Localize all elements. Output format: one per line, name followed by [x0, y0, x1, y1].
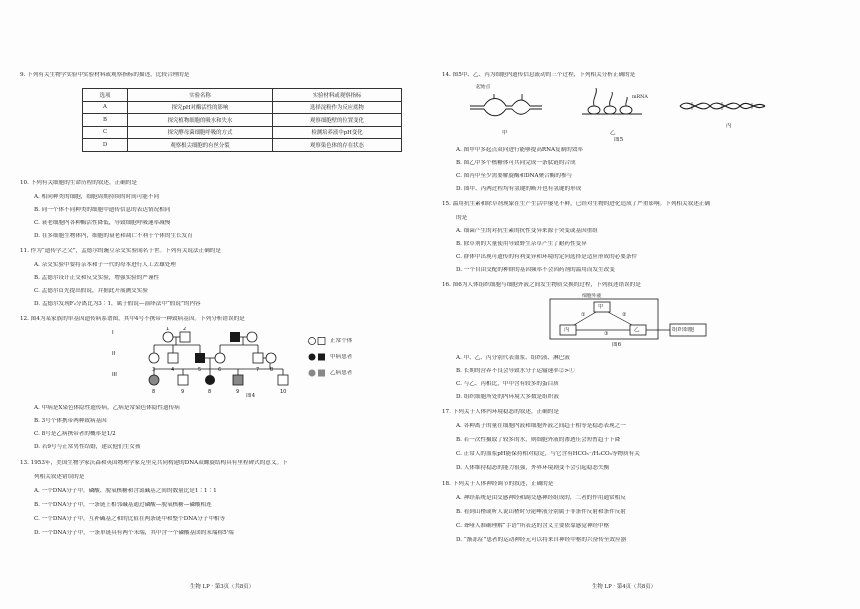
table-cell: A — [83, 101, 128, 114]
table-cell: B — [83, 114, 128, 127]
q10-option-d: D. 在多细胞生物体内，细胞的衰老和凋亡不利于个体的生长发育 — [34, 233, 193, 239]
mrna-label: mRNA — [632, 95, 648, 100]
origin-label: 起始点 — [476, 85, 491, 90]
q13-option-a: A. 一个DNA分子中，磷酸、脱氧核糖和含氮碱基之间的数量比是1∶1∶1 — [34, 488, 217, 494]
q15-option-c: C. 群体中出现可遗传的有利变异和环境的定向选择是适应形成的必要条件 — [456, 254, 638, 260]
q12-option-a: A. 甲病是X染色体隐性遗传病，乙病是常染色体隐性遗传病 — [34, 405, 180, 411]
legend-disease-b: 乙病患者 — [330, 370, 353, 376]
table-row — [83, 139, 402, 152]
svg-text:6: 6 — [218, 367, 222, 373]
figure-caption: 图6 — [612, 342, 622, 348]
q13-stem: 13. 1953年，美国生物学家沃森和英国物理学家克里克共同构建的DNA双螺旋结构具有里程碑式的意义。下 — [20, 460, 288, 466]
table-header: 实验名称 — [128, 89, 273, 102]
arrow-mark-2: ② — [622, 313, 627, 318]
arrow-mark-3: ③ — [604, 332, 609, 337]
q15-option-d: D. 一个自由交配的种群的基因频率不会因药剂的滥用而发生改变 — [456, 267, 615, 273]
q17-option-d: D. 人体维持稳态的能力很强，外界环境剧变不会引起稳态失衡 — [456, 465, 610, 471]
q18-option-c: C. 聋哑人准确理解“手语”所表达的含义主要依靠感觉神经中枢 — [456, 523, 610, 529]
svg-text:7: 7 — [256, 367, 260, 373]
panel-label-b: 乙 — [610, 130, 616, 136]
pedigree-gen-3: III — [112, 372, 117, 378]
svg-text:9: 9 — [181, 389, 185, 395]
table-cell: D — [83, 139, 128, 152]
q18-option-b: B. 看到山楂或听人说山楂时分泌唾液分别属于非条件反射和条件反射 — [456, 509, 626, 515]
gene-expression-figure — [470, 84, 770, 134]
q18-option-d: D. “渐冻症”患者的运动神经元可以将来自神经中枢的兴奋传至效应器 — [456, 537, 627, 543]
svg-text:4: 4 — [171, 367, 175, 373]
q18-stem: 18. 下列关于人体神经调节的叙述，正确的是 — [442, 481, 554, 487]
q16-option-a: A. 甲、乙、丙分别代表血浆、组织液、淋巴液 — [456, 355, 570, 361]
q9-table — [82, 88, 402, 152]
node-b: 乙 — [634, 327, 640, 333]
table-cell: C — [83, 126, 128, 139]
q11-option-d: D. 孟德尔发现F₂分离比为3∶1，属于假说—演绎法中“假说”的内容 — [34, 301, 201, 307]
dna-replication-diagram — [470, 94, 542, 116]
q12-stem: 12. 图4为某家族的单基因遗传病系谱图，其中4号不携带一种致病基因。下列分析错误的是 — [20, 316, 245, 322]
q17-option-a: A. 各种离子的量在细胞内液和细胞外液之间趋于相等是稳态表现之一 — [456, 423, 626, 429]
q16-option-c: C. 与乙、丙相比，甲中含有较多的蛋白质 — [456, 381, 559, 387]
q15-option-a: A. 细菌产生的对抗生素的抗性变异来源于突变或基因重组 — [456, 228, 598, 234]
page-footer: 生物 LP · 第4页（共8页） — [592, 584, 657, 590]
svg-text:8: 8 — [208, 389, 212, 395]
q13-option-c: C. 一个DNA分子中，互补碱基之和的比值在两条链中和整个DNA分子中相等 — [34, 516, 226, 522]
table-cell: 观察细胞壁的位置变化 — [273, 114, 402, 127]
q17-stem: 17. 下列关于人体内环境稳态的叙述，正确的是 — [442, 409, 559, 415]
q14-option-c: C. 图丙中至少需要解旋酶和DNA聚合酶的参与 — [456, 173, 573, 179]
q15-stem: 15. 滥用抗生素和除草剂现象在生产生活中屡见不鲜，已经对生物的进化造成了严重影响。下列相关叙述正确 — [442, 201, 710, 207]
table-row — [83, 114, 402, 127]
table-cell: 探究植物细胞的吸水和失水 — [128, 114, 273, 127]
svg-text:3: 3 — [152, 367, 156, 373]
table-cell: 观察染色体的存在状态 — [273, 139, 402, 152]
pedigree-gen-1: I — [112, 330, 114, 336]
arrow-mark-1: ① — [581, 313, 586, 318]
legend-normal: 正常个体 — [330, 338, 353, 344]
svg-text:10: 10 — [280, 389, 287, 395]
q16-option-b: B. 长期的营养不良会导致水分子运输速率②>① — [456, 368, 575, 374]
q11-option-a: A. 杂交实验中要将亲本和子一代的母本进行人工去雄处理 — [34, 262, 176, 268]
q10-option-c: C. 衰老细胞内各种酶活性降低，导致细胞呼吸速率减慢 — [34, 220, 171, 226]
svg-text:9: 9 — [236, 389, 240, 395]
q17-option-c: C. 正常人的血浆pH能保持相对稳定，与它含有HCO₃⁻/H₂CO₃等物质有关 — [456, 451, 640, 457]
q10-stem: 10. 下列有关细胞的生命历程的叙述，正确的是 — [20, 180, 137, 186]
q11-option-b: B. 孟德尔设计正交和反交实验，增强实验的严谨性 — [34, 275, 160, 281]
panel-label-a: 甲 — [502, 130, 508, 136]
node-tissue-cell: 组织细胞 — [672, 327, 695, 333]
q12-option-b: B. 3号个体携带两种致病基因 — [34, 418, 107, 424]
svg-text:2: 2 — [183, 327, 187, 332]
q14-option-d: D. 图甲、丙两过程均有氢键的断开也有氢键的形成 — [456, 186, 582, 192]
q17-option-b: B. 若一次性摄取了较多的水，则细胞外液的渗透压会短暂趋于下降 — [456, 437, 621, 443]
q11-stem: 11. 作为“遗传学之父”，孟德尔的豌豆杂交实验闻名于世。下列有关说法正确的是 — [20, 248, 221, 254]
q12-option-c: C. 8号是乙病携带者的概率是1/2 — [34, 431, 116, 437]
q14-option-b: B. 图乙中多个核糖体可共同完成一条肽链的合成 — [456, 160, 576, 166]
q13-option-d: D. 一个DNA分子中，一条单链具有两个末端，其中含一个磷酸基团的末端称5'端 — [34, 530, 234, 536]
node-a: 甲 — [598, 304, 604, 310]
table-row — [83, 126, 402, 139]
translation-diagram — [582, 88, 642, 114]
q10-option-b: B. 同一个体不同种类的细胞中遗传信息的表达情况相同 — [34, 207, 171, 213]
table-header: 选项 — [83, 89, 128, 102]
right-page — [442, 0, 834, 609]
table-cell: 检测培养液中pH变化 — [273, 126, 402, 139]
diagram-box-title: 细胞外液 — [582, 294, 602, 299]
svg-text:1: 1 — [166, 327, 170, 332]
table-header-row — [83, 89, 402, 102]
panel-label-c: 丙 — [726, 123, 732, 129]
table-cell: 探究酵母菌细胞呼吸的方式 — [128, 126, 273, 139]
figure-caption: 图5 — [614, 137, 624, 143]
q10-option-a: A. 相同种类的细胞，细胞周期持续的时间可能不同 — [34, 194, 160, 200]
svg-text:5: 5 — [198, 367, 202, 373]
pedigree-gen-2: II — [112, 351, 116, 357]
q14-stem: 14. 图5甲、乙、丙为细胞内遗传信息流动的三个过程，下列相关分析正确的是 — [442, 72, 636, 78]
page-footer: 生物 LP · 第3页（共8页） — [190, 584, 255, 590]
q18-option-a: A. 神经系统是由交感神经和副交感神经组成的，二者的作用通常相反 — [456, 495, 626, 501]
q14-option-a: A. 图甲中多起点双向进行能够提高RNA复制的效率 — [456, 147, 584, 153]
q15-option-b: B. 除草剂的大量使用导致野生杂草产生了耐药性变异 — [456, 241, 587, 247]
svg-text:8: 8 — [152, 389, 156, 395]
left-page — [20, 0, 412, 609]
q12-option-d: D. 若9号与正常男性结婚，建议他们生女孩 — [34, 444, 141, 450]
figure-caption: 图4 — [246, 393, 256, 399]
legend-disease-a: 甲病患者 — [330, 354, 353, 360]
q15-stem-cont: 的是 — [456, 215, 468, 221]
table-row — [83, 101, 402, 114]
q16-stem: 16. 图6为人体组织细胞与细胞外液之间发生物质交换的过程，下列叙述错误的是 — [442, 282, 641, 288]
q16-option-d: D. 组织细胞所处的内环境大多数是组织液 — [456, 394, 559, 400]
transcription-diagram — [680, 102, 765, 110]
node-c: 丙 — [564, 327, 570, 333]
q9-stem: 9. 下列有关生物学实验中实验材料或观察指标的描述，比较合理的是 — [20, 72, 190, 78]
table-header: 实验材料或观察指标 — [273, 89, 402, 102]
svg-text:8: 8 — [270, 367, 274, 373]
q11-option-c: C. 孟德尔首先提出假说，并据此开展测交实验 — [34, 288, 148, 294]
table-cell: 选择淀粉作为反应底物 — [273, 101, 402, 114]
table-cell: 探究pH对酶活性的影响 — [128, 101, 273, 114]
q13-stem-cont: 列相关叙述错误的是 — [34, 474, 85, 480]
table-cell: 观察根尖细胞的有丝分裂 — [128, 139, 273, 152]
q13-option-b: B. 一个DNA分子中，一条链上相邻碱基通过磷酸—脱氧核糖—磷酸相连 — [34, 502, 212, 508]
